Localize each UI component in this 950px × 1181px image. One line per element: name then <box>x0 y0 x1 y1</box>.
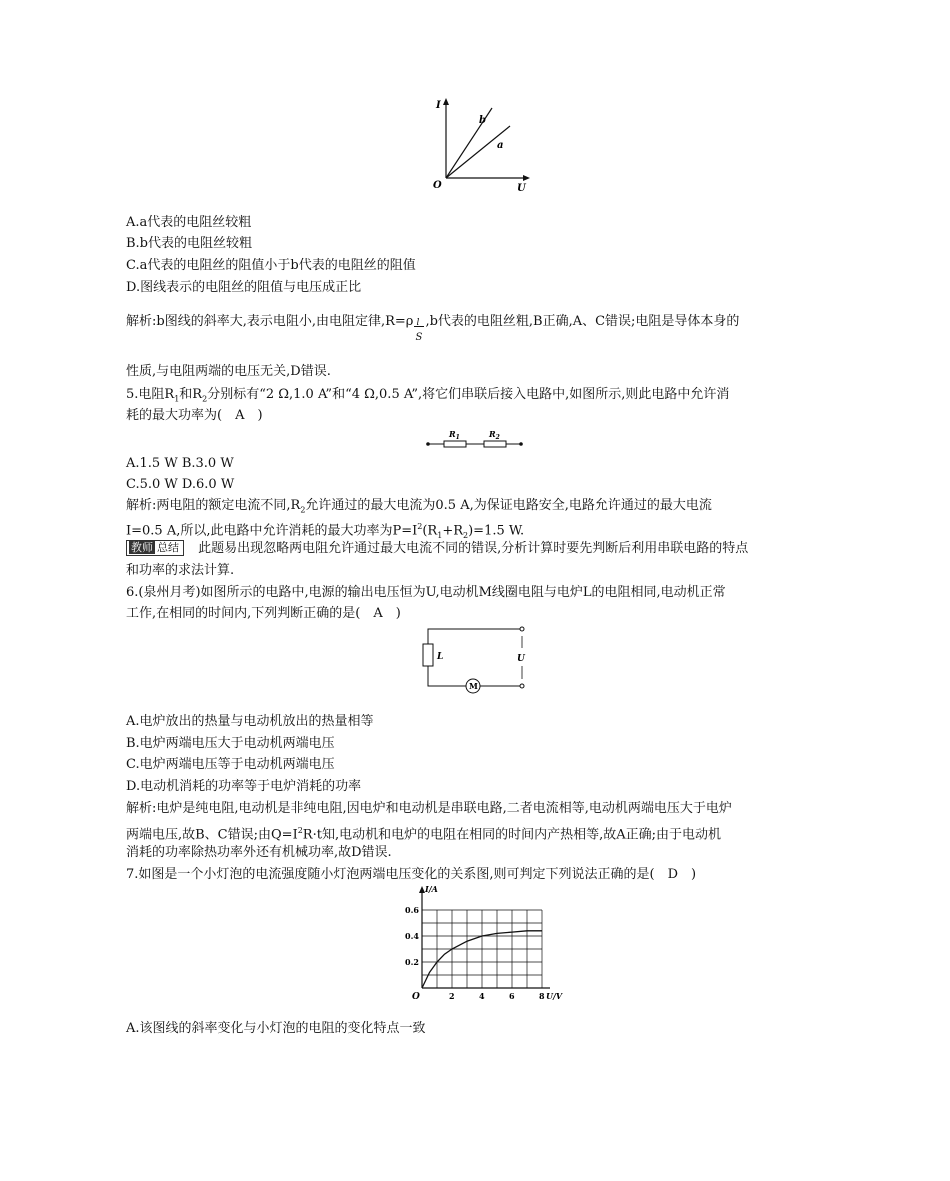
line-b-label: b <box>479 115 486 126</box>
q5-stem-part-b: 和R <box>179 387 203 402</box>
right-terminal <box>519 442 523 446</box>
voltage-label: U <box>517 654 525 664</box>
q5-analysis2-sub1: 1 <box>437 530 443 540</box>
x-tick-label: 2 <box>449 991 455 1001</box>
q6-stem-line2: 工作,在相同的时间内,下列判断正确的是( A ) <box>126 606 401 621</box>
x-tick-label: 6 <box>509 991 515 1001</box>
teacher-summary-badge <box>126 540 184 556</box>
r2-label: $R_2$ <box>489 429 500 441</box>
q6-analysis2-sup: 2 <box>297 826 303 835</box>
q6-analysis-line2 <box>126 822 721 844</box>
q5-analysis2-sub2: 2 <box>463 530 469 540</box>
teacher-summary-line1 <box>126 540 748 558</box>
q5-analysis2-part-d: )=1.5 W. <box>468 523 525 539</box>
q5-analysis-line1 <box>126 497 712 520</box>
q5-stem-part-c: 分别标有“2 Ω,1.0 A”和“4 Ω,0.5 A”,将它们串联后接入电路中,如图所示,则此电路中允许消 <box>207 387 730 402</box>
y-tick-label: 0.4 <box>405 931 419 941</box>
badge-teacher: 教师 <box>131 541 153 554</box>
chart-y-label: I/A <box>425 884 438 894</box>
q6-analysis2-part-b: R·t知,电动机和电炉的电阻在相同的时间内产热相等,故A正确;由于电动机 <box>302 827 721 843</box>
u-axis-label: U <box>517 183 526 194</box>
bulb-iu-chart <box>400 882 563 1002</box>
chart-x-label: U/V <box>546 991 563 1001</box>
q5-stem-sub1: 1 <box>174 394 180 404</box>
q5-analysis2-part-c: +R <box>442 523 464 539</box>
q5-stem-part-a: 5.电阻R <box>126 387 175 402</box>
q4-analysis-before: 解析:b图线的斜率大,表示电阻小,由电阻定律,R=ρ <box>126 314 414 329</box>
q5-stem-sub2: 2 <box>202 394 208 404</box>
q6-option-c: C.电炉两端电压等于电动机两端电压 <box>126 757 335 772</box>
resistivity-fraction <box>413 313 425 343</box>
heater-resistor <box>423 644 433 666</box>
motor-label: M <box>469 681 478 691</box>
top-terminal <box>520 627 524 631</box>
q4-option-c: C.a代表的电阻丝的阻值小于b代表的电阻丝的阻值 <box>126 258 416 273</box>
resistor-r2 <box>484 441 506 447</box>
q5-analysis-part-a: 解析:两电阻的额定电流不同,R <box>126 498 301 513</box>
q6-analysis-line3: 消耗的功率除热功率外还有机械功率,故D错误. <box>126 845 392 860</box>
y-tick-label: 0.6 <box>405 905 419 915</box>
q5-stem-line1 <box>126 386 729 409</box>
resistor-r1 <box>444 441 466 447</box>
i-axis-arrow <box>443 98 449 105</box>
fraction-bar <box>414 326 424 327</box>
badge-summary: 总结 <box>157 541 179 554</box>
q6-option-d: D.电动机消耗的功率等于电炉消耗的功率 <box>126 779 362 794</box>
origin-label: O <box>433 180 442 191</box>
r1-label: $R_1$ <box>449 429 460 441</box>
q6-stem-line1: 6.(泉州月考)如图所示的电路中,电源的输出电压恒为U,电动机M线圈电阻与电炉L的电阻相同,电动机正常 <box>126 585 726 600</box>
heater-label: L <box>437 652 444 662</box>
y-tick-label: 0.2 <box>405 957 419 967</box>
fraction-numerator: l <box>416 318 420 328</box>
q5-analysis-part-b: 允许通过的最大电流为0.5 A,为保证电路安全,电路允许通过的最大电流 <box>305 498 712 513</box>
x-tick-label: 4 <box>479 991 485 1001</box>
teacher-summary-text: 此题易出现忽略两电阻允许通过最大电流不同的错误,分析计算时要先判断后利用串联电路的特点 <box>198 541 749 556</box>
q6-analysis2-part-a: 两端电压,故B、C错误;由Q=I <box>126 827 298 843</box>
q4-analysis-line1 <box>126 313 740 343</box>
q6-option-a: A.电炉放出的热量与电动机放出的热量相等 <box>126 714 374 729</box>
teacher-summary-line2: 和功率的求法计算. <box>126 563 235 578</box>
q4-option-b: B.b代表的电阻丝较粗 <box>126 236 253 251</box>
q5-analysis2-part-a: I=0.5 A,所以,此电路中允许消耗的最大功率为P=I <box>126 523 418 539</box>
x-tick-label: 8 <box>539 991 545 1001</box>
q4-option-d: D.图线表示的电阻丝的阻值与电压成正比 <box>126 280 362 295</box>
line-a-label: a <box>497 140 504 151</box>
series-resistors-figure <box>424 428 526 450</box>
q4-analysis-line2: 性质,与电阻两端的电压无关,D错误. <box>126 364 331 379</box>
fraction-denominator: S <box>415 332 423 343</box>
q5-analysis2-sup: 2 <box>417 522 423 531</box>
motor-circuit-figure <box>418 624 530 692</box>
q5-analysis2-part-b: (R <box>422 523 438 539</box>
i-axis-label: I <box>436 100 441 111</box>
q5-stem-line2: 耗的最大功率为( A ) <box>126 408 263 423</box>
u-axis-arrow <box>523 175 530 181</box>
q7-option-a: A.该图线的斜率变化与小灯泡的电阻的变化特点一致 <box>126 1021 426 1036</box>
iu-graph-figure <box>420 96 535 194</box>
q7-stem: 7.如图是一个小灯泡的电流强度随小灯泡两端电压变化的关系图,则可判定下列说法正确的是( D ) <box>126 867 697 882</box>
q4-option-a: A.a代表的电阻丝较粗 <box>126 215 252 230</box>
q6-option-b: B.电炉两端电压大于电动机两端电压 <box>126 736 335 751</box>
q6-analysis-line1: 解析:电炉是纯电阻,电动机是非纯电阻,因电炉和电动机是串联电路,二者电流相等,电动机两端电压大于电炉 <box>126 801 732 816</box>
q5-analysis-sub: 2 <box>300 505 306 515</box>
q5-option-ab: A.1.5 W B.3.0 W <box>126 456 234 471</box>
bottom-terminal <box>520 684 524 688</box>
chart-origin-label: O <box>412 992 420 1002</box>
line-a <box>446 126 510 178</box>
q5-option-cd: C.5.0 W D.6.0 W <box>126 477 235 492</box>
q4-analysis-after: ,b代表的电阻丝粗,B正确,A、C错误;电阻是导体本身的 <box>425 314 740 329</box>
